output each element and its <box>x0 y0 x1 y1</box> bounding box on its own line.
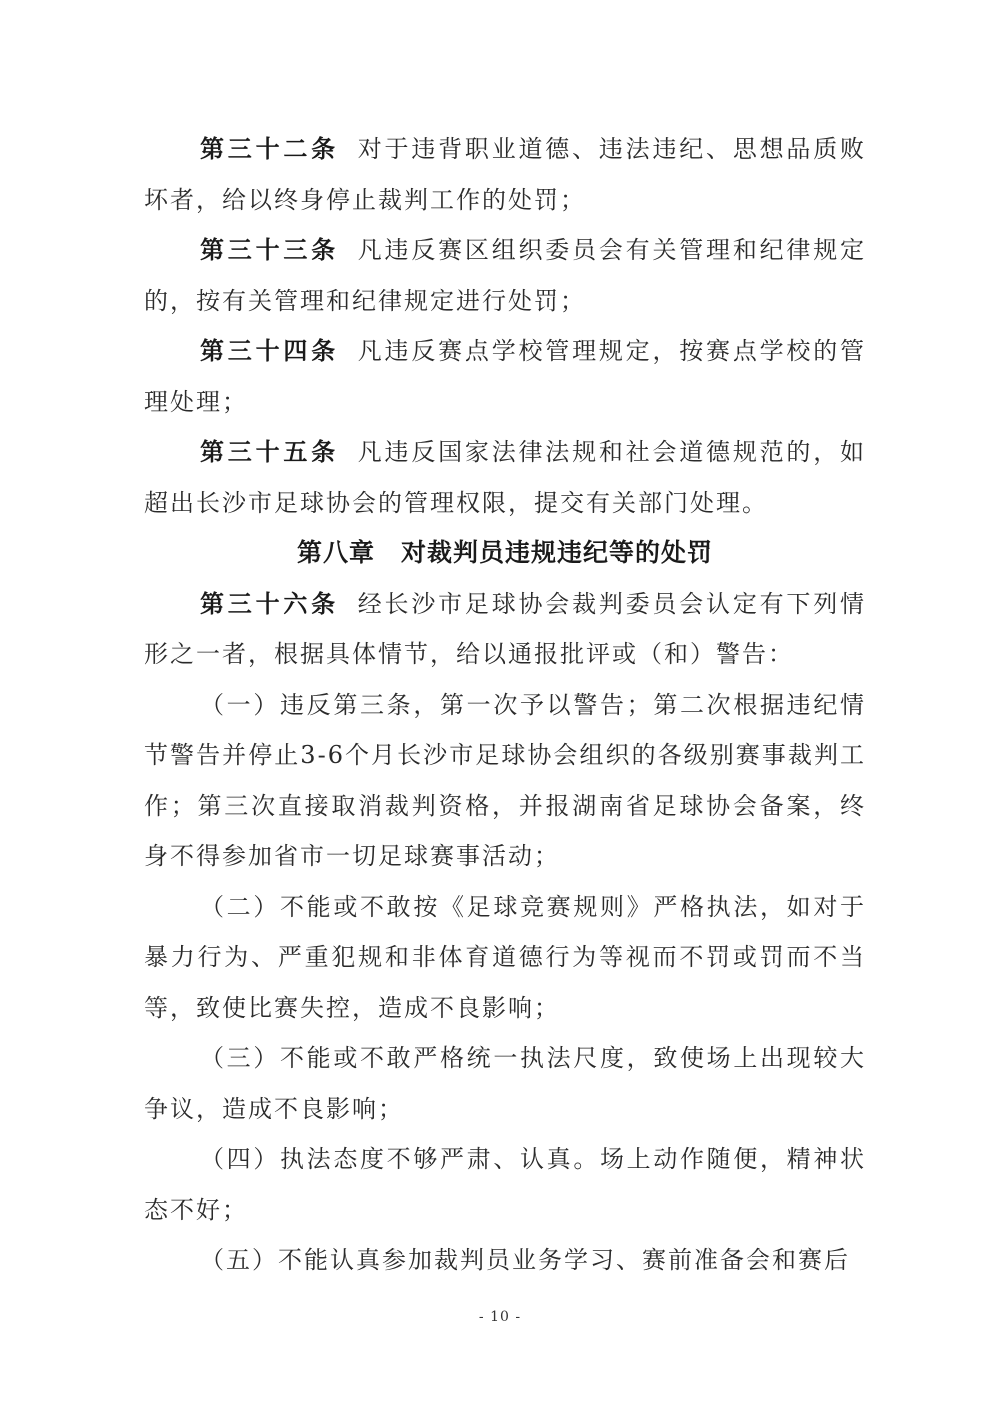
article-35-text: 凡违反国家法律法规和社会道德规范的，如超出长沙市足球协会的管理权限，提交有关部门处理。 <box>144 438 867 517</box>
chapter-heading <box>144 528 866 579</box>
article-34-text: 凡违反赛点学校管理规定，按赛点学校的管理处理； <box>144 337 867 416</box>
chapter-number: 第八章 <box>296 538 375 567</box>
list-item-4: （四）执法态度不够严肃、认真。场上动作随便，精神状态不好； <box>144 1145 866 1224</box>
article-34 <box>144 326 866 427</box>
article-36 <box>144 579 866 680</box>
article-32-text: 对于违背职业道德、违法违纪、思想品质败坏者，给以终身停止裁判工作的处罚； <box>144 135 867 214</box>
article-36-text: 经长沙市足球协会裁判委员会认定有下列情形之一者，根据具体情节，给以通报批评或（和）警告： <box>144 589 867 668</box>
article-33-label: 第三十三条 <box>200 236 339 264</box>
list-item-5: （五）不能认真参加裁判员业务学习、赛前准备会和赛后 <box>200 1246 850 1274</box>
page-number: - 10 - <box>478 1309 522 1325</box>
article-33-text: 凡违反赛区组织委员会有关管理和纪律规定的，按有关管理和纪律规定进行处罚； <box>144 236 867 315</box>
article-33 <box>144 225 866 326</box>
article-32-label: 第三十二条 <box>200 135 339 163</box>
article-34-label: 第三十四条 <box>200 337 339 365</box>
list-item-2: （二）不能或不敢按《足球竞赛规则》严格执法，如对于暴力行为、严重犯规和非体育道德行为等视而不罚或罚而不当等，致使比赛失控，造成不良影响； <box>144 892 866 1022</box>
article-36-label: 第三十六条 <box>200 589 339 618</box>
list-item-1: （一）违反第三条，第一次予以警告；第二次根据违纪情节警告并停止3-6个月长沙市足球协会组织的各级别赛事裁判工作；第三次直接取消裁判资格，并报湖南省足球协会备案，终身不得参加省市一切足球赛事活动； <box>144 690 866 870</box>
article-35-label: 第三十五条 <box>200 438 339 466</box>
list-item-3: （三）不能或不敢严格统一执法尺度，致使场上出现较大争议，造成不良影响； <box>144 1044 866 1123</box>
document-body <box>144 124 866 1286</box>
article-32 <box>144 124 866 225</box>
article-35 <box>144 427 866 528</box>
chapter-title: 对裁判员违规违纪等的处罚 <box>401 538 714 567</box>
